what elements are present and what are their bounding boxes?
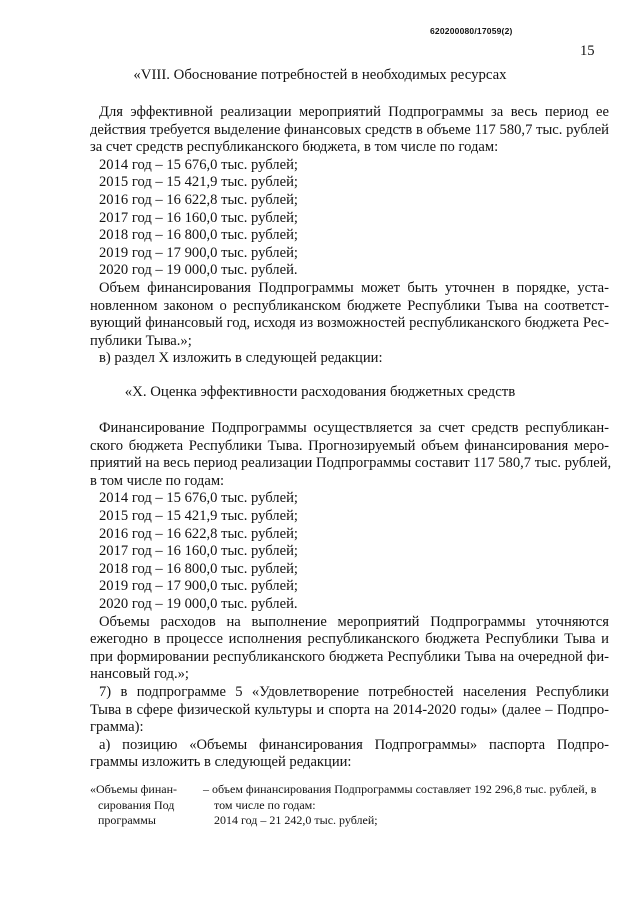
body-line: вующий финансовый год, исходя из возможностей республиканского бюджета Рес- (90, 315, 609, 332)
table-label-cell: программы (98, 813, 156, 828)
body-line: граммы изложить в следующей редакции: (90, 754, 352, 771)
body-line: при формировании республиканского бюджета Республики Тыва на очередной фи- (90, 648, 609, 665)
body-line: за счет средств республиканского бюджета, в том числе по годам: (90, 139, 499, 156)
year-line: 2020 год – 19 000,0 тыс. рублей. (99, 595, 298, 612)
body-line: ежегодно в процессе исполнения республиканского бюджета Республики Тыва и (90, 631, 609, 648)
year-line: 2018 год – 16 800,0 тыс. рублей; (99, 227, 298, 244)
instruction-line: в) раздел X изложить в следующей редакции: (99, 350, 383, 367)
body-line: ского бюджета Республики Тыва. Прогнозируемый объем финансирования меро- (90, 437, 609, 454)
year-line: 2018 год – 16 800,0 тыс. рублей; (99, 560, 298, 577)
body-line: публики Тыва.»; (90, 332, 192, 349)
year-line: 2014 год – 15 676,0 тыс. рублей; (99, 156, 298, 173)
year-line: 2019 год – 17 900,0 тыс. рублей; (99, 578, 298, 595)
year-line: 2015 год – 15 421,9 тыс. рублей; (99, 174, 298, 191)
year-line: 2015 год – 15 421,9 тыс. рублей; (99, 507, 298, 524)
table-value-cell: – объем финансирования Подпрограммы составляет 192 296,8 тыс. рублей, в (203, 782, 597, 796)
section-10-heading: «X. Оценка эффективности расходования бюджетных средств (124, 384, 516, 400)
body-line: в том числе по годам: (90, 472, 225, 489)
year-line: 2017 год – 16 160,0 тыс. рублей; (99, 209, 298, 226)
section-8-body (90, 104, 609, 368)
body-line: нансовый год.»; (90, 666, 189, 683)
body-line: новленном законом о республиканском бюджете Республики Тыва на соответст- (90, 297, 609, 314)
table-value-cell: 2014 год – 21 242,0 тыс. рублей; (214, 813, 378, 828)
body-line: приятий на весь период реализации Подпрограммы составит 117 580,7 тыс. рублей, (90, 455, 612, 472)
body-line: Объемы расходов на выполнение мероприятий Подпрограммы уточняются (99, 613, 609, 630)
table-row (90, 782, 615, 798)
body-line: а) позицию «Объемы финансирования Подпрограммы» паспорта Подпро- (99, 736, 609, 753)
document-code: 620200080/17059(2) (430, 26, 513, 36)
section-8-heading: «VIII. Обоснование потребностей в необходимых ресурсах (133, 67, 507, 83)
body-line: Тыва в сфере физической культуры и спорта на 2014-2020 годы» (далее – Подпро- (90, 701, 609, 718)
body-line: грамма): (90, 719, 144, 736)
table-row (90, 813, 615, 829)
section-10-body (90, 420, 612, 772)
passport-table (90, 782, 615, 829)
body-line: Для эффективной реализации мероприятий Подпрограммы за весь период ее (99, 104, 609, 120)
year-line: 2016 год – 16 622,8 тыс. рублей; (99, 525, 298, 542)
table-label-cell: сирования Под (98, 797, 175, 812)
year-line: 2016 год – 16 622,8 тыс. рублей; (99, 191, 298, 208)
table-value-cell: том числе по годам: (214, 797, 316, 812)
table-label-cell: «Объемы финан- (90, 782, 178, 796)
body-line: Объем финансирования Подпрограммы может быть уточнен в порядке, уста- (99, 279, 609, 296)
body-line: Финансирование Подпрограммы осуществляется за счет средств республикан- (99, 420, 609, 436)
body-line: 7) в подпрограмме 5 «Удовлетворение потребностей населения Республики (99, 683, 609, 700)
year-line: 2019 год – 17 900,0 тыс. рублей; (99, 244, 298, 261)
page-number: 15 (580, 43, 595, 59)
body-line: действия требуется выделение финансовых средств в объеме 117 580,7 тыс. рублей (90, 121, 609, 138)
table-row (90, 798, 615, 814)
year-line: 2017 год – 16 160,0 тыс. рублей; (99, 543, 298, 560)
year-line: 2014 год – 15 676,0 тыс. рублей; (99, 490, 298, 507)
year-line: 2020 год – 19 000,0 тыс. рублей. (99, 262, 298, 279)
